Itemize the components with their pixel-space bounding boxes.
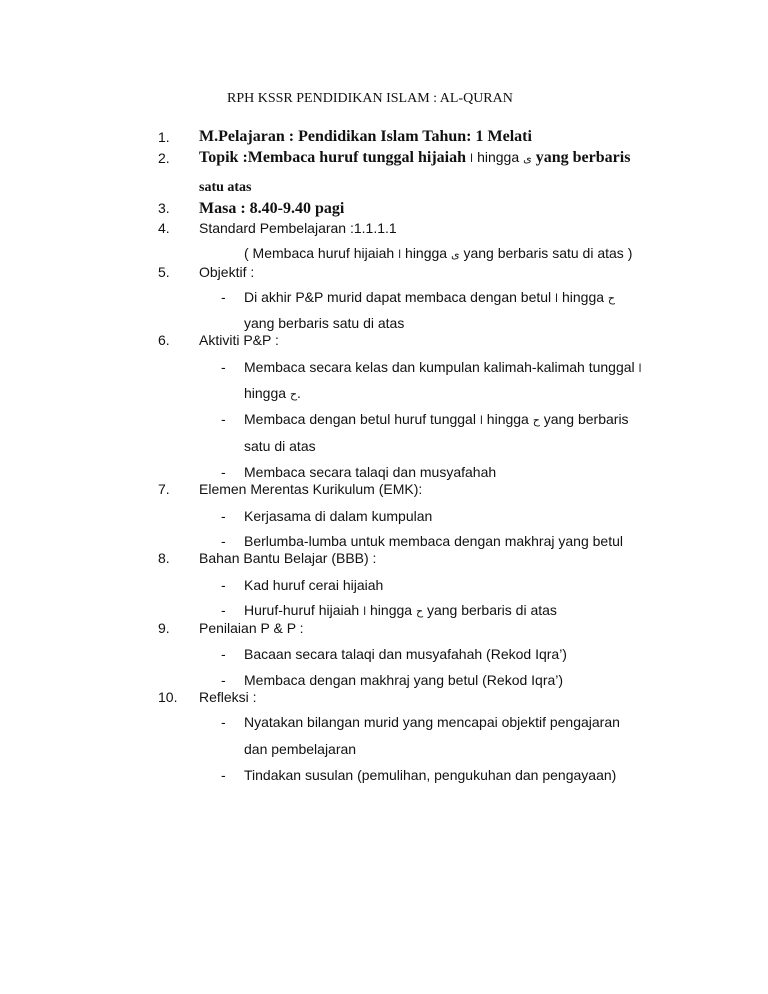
item-number-7: 7. [158, 481, 170, 497]
item-text-10: Refleksi : [199, 689, 257, 705]
item-10-bullet-1: Nyatakan bilangan murid yang mencapai objektif pengajaran [244, 714, 620, 730]
arabic-letter: ى [523, 152, 532, 165]
item-number-8: 8. [158, 550, 170, 566]
bullet-dash: - [221, 602, 226, 618]
item-10-bullet-1-cont: dan pembelajaran [244, 741, 357, 757]
bullet-dash: - [221, 714, 226, 730]
item-8-bullet-1: Kad huruf cerai hijaiah [244, 577, 384, 593]
item-number-2: 2. [158, 150, 170, 166]
item-5-bullet-1-cont: yang berbaris satu di atas [244, 315, 405, 331]
item-text-9: Penilaian P & P : [199, 620, 304, 636]
item-7-bullet-1: Kerjasama di dalam kumpulan [244, 508, 433, 524]
item-text-4: Standard Pembelajaran :1.1.1.1 [199, 220, 397, 236]
item-number-6: 6. [158, 332, 170, 348]
item-6-bullet-1: Membaca secara kelas dan kumpulan kalimah-kalimah tunggal ا [244, 359, 642, 375]
item-4-sub: ( Membaca huruf hijaiah ا hingga ى yang berbaris satu di atas ) [244, 245, 633, 261]
item-9-bullet-2: Membaca dengan makhraj yang betul (Rekod Iqra’) [244, 672, 564, 688]
arabic-letter: ا [470, 152, 474, 165]
item-text-2: Topik :Membaca huruf tunggal hijaiah ا hingga ى yang berbaris [199, 149, 631, 166]
bullet-dash: - [221, 289, 226, 305]
bullet-dash: - [221, 646, 226, 662]
item-number-10: 10. [158, 689, 178, 705]
item-6-bullet-1-cont: hingga ح. [244, 385, 301, 401]
item-text-3: Masa : 8.40-9.40 pagi [199, 200, 345, 217]
bullet-dash: - [221, 508, 226, 524]
item-6-bullet-3: Membaca secara talaqi dan musyafahah [244, 464, 497, 480]
item-6-bullet-2: Membaca dengan betul huruf tunggal ا hingga ح yang berbaris [244, 411, 629, 427]
item-9-bullet-1: Bacaan secara talaqi dan musyafahah (Rekod Iqra’) [244, 646, 567, 662]
item-number-3: 3. [158, 200, 170, 216]
bullet-dash: - [221, 767, 226, 783]
item-text-2-cont: satu atas [199, 180, 252, 195]
item-text-5: Objektif : [199, 264, 255, 280]
item-8-bullet-2: Huruf-huruf hijaiah ا hingga ح yang berbaris di atas [244, 602, 557, 618]
item-text-8: Bahan Bantu Belajar (BBB) : [199, 550, 377, 566]
bullet-dash: - [221, 533, 226, 549]
item-10-bullet-2: Tindakan susulan (pemulihan, pengukuhan dan pengayaan) [244, 767, 617, 783]
item-text-7: Elemen Merentas Kurikulum (EMK): [199, 481, 423, 497]
item-text-1: M.Pelajaran : Pendidikan Islam Tahun: 1 Melati [199, 128, 532, 145]
item-text-6: Aktiviti P&P : [199, 332, 279, 348]
bullet-dash: - [221, 577, 226, 593]
item-number-1: 1. [158, 129, 170, 145]
bullet-dash: - [221, 464, 226, 480]
item-number-4: 4. [158, 220, 170, 236]
document-title: RPH KSSR PENDIDIKAN ISLAM : AL-QURAN [227, 91, 513, 106]
bullet-dash: - [221, 672, 226, 688]
item-number-9: 9. [158, 620, 170, 636]
bullet-dash: - [221, 411, 226, 427]
item-7-bullet-2: Berlumba-lumba untuk membaca dengan makhraj yang betul [244, 533, 623, 549]
bullet-dash: - [221, 359, 226, 375]
item-number-5: 5. [158, 264, 170, 280]
item-5-bullet-1: Di akhir P&P murid dapat membaca dengan betul ا hingga ح [244, 289, 616, 305]
item-6-bullet-2-cont: satu di atas [244, 438, 316, 454]
